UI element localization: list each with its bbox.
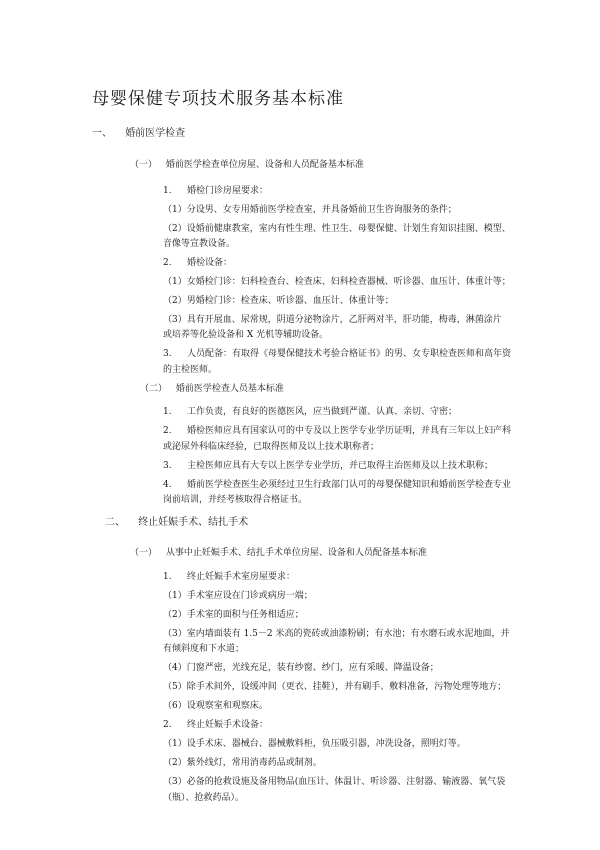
subsection-heading: [130, 545, 427, 558]
section-marker: 一、: [92, 128, 112, 139]
list-item: 4. 婚前医学检查医生必须经过卫生行政部门认可的母婴保健知识和婚前医学检查专业: [163, 480, 512, 490]
subsection-title: 婚前医学检查单位房屋、设备和人员配备基本标准: [165, 160, 364, 170]
subsection-title: 从事中止妊娠手术、结扎手术单位房屋、设备和人员配备基本标准: [165, 548, 427, 558]
subsection-heading: [140, 381, 284, 394]
list-item: 3. 人员配备：有取得《母婴保健技术考验合格证书》的男、女专职检查医师和高年资: [163, 349, 512, 359]
subsection-marker: （一）: [130, 160, 158, 170]
list-item-continuation: （瓶）、抢救药品）。: [163, 793, 245, 803]
list-item: （2）设婚前健康教室，室内有性生理、性卫生、母婴保健、计划生育知识挂图、模型、: [163, 224, 511, 234]
subsection-marker: （二）: [140, 384, 168, 394]
list-item: 1. 终止妊娠手术室房屋要求：: [163, 572, 296, 582]
list-item: 2. 婚检医师应具有国家认可的中专及以上医学专业学历证明，并具有三年以上妇产科: [163, 426, 512, 436]
list-item-continuation: 的主检医师。: [163, 365, 218, 375]
list-item: （3）室内墙面装有 1.5－2 米高的瓷砖或油漆粉刷；有水池；有水磨石或水泥地面，并: [163, 629, 510, 639]
list-item: （6）设观察室和观察床。: [163, 701, 268, 711]
list-item: （4）门窗严密，光线充足，装有纱窗、纱门，应有采暖、降温设备；: [163, 663, 439, 673]
list-item: （2）手术室的面积与任务相适应；: [163, 610, 304, 620]
list-item-continuation: 音像等宣教设备。: [163, 239, 236, 249]
document-title: 母婴保健专项技术服务基本标准: [92, 89, 344, 109]
list-item: 2. 终止妊娠手术设备：: [163, 720, 269, 730]
subsection-marker: （一）: [130, 548, 158, 558]
subsection-heading: [130, 157, 364, 170]
list-item: （2）紫外线灯，常用消毒药品或制剂。: [163, 758, 322, 768]
list-item: 3. 主检医师应具有大专以上医学专业学历，并已取得主治医师及以上技术职称；: [163, 461, 494, 471]
list-item: 1. 婚检门诊房屋要求：: [163, 186, 269, 196]
list-item: （3）必备的抢救设施及备用物品(血压计、体温计、听诊器、注射器、输液器、氧气袋: [163, 777, 506, 787]
list-item: （1）女婚检门诊：妇科检查台、检查床、妇科检查器械、听诊器、血压计、体重计等；: [163, 277, 511, 287]
list-item-continuation: 或培养等化验设备和 X 光机等辅助设备。: [163, 330, 329, 340]
list-item-continuation: 或泌尿外科临床经验，已取得医师及以上技术职称者；: [163, 442, 380, 452]
section-heading: [92, 124, 185, 139]
list-item: （1）分设男、女专用婚前医学检查室，并具备婚前卫生咨询服务的条件；: [163, 205, 457, 215]
list-item: （2）男婚检门诊：检查床、听诊器、血压计、体重计等；: [163, 296, 394, 306]
list-item: 1. 工作负责，有良好的医德医风，应当做到严谨、认真、亲切、守密；: [163, 407, 458, 417]
list-item: （1）手术室应设在门诊或病房一端；: [163, 591, 313, 601]
list-item: （5）除手术间外，设缓冲间（更衣、挂鞋），并有刷手、敷料准备，污物处理等地方；: [163, 682, 507, 692]
section-title: 婚前医学检查: [125, 128, 186, 139]
section-marker: 二、: [105, 517, 125, 528]
section-heading: [105, 513, 248, 528]
section-title: 终止妊娠手术、结扎手术: [138, 517, 249, 528]
subsection-title: 婚前医学检查人员基本标准: [175, 384, 284, 394]
list-item: （3）具有开展血、尿常规，阴道分泌物涂片，乙肝两对半，肝功能，梅毒，淋菌涂片: [163, 315, 502, 325]
list-item-continuation: 岗前培训，并经考核取得合格证书。: [163, 495, 308, 505]
list-item-continuation: 有倾斜度和下水道；: [163, 644, 245, 654]
list-item: 2. 婚检设备：: [163, 258, 233, 268]
list-item: （1）设手术床、器械台、器械敷料柜，负压吸引器，冲洗设备，照明灯等。: [163, 739, 466, 749]
